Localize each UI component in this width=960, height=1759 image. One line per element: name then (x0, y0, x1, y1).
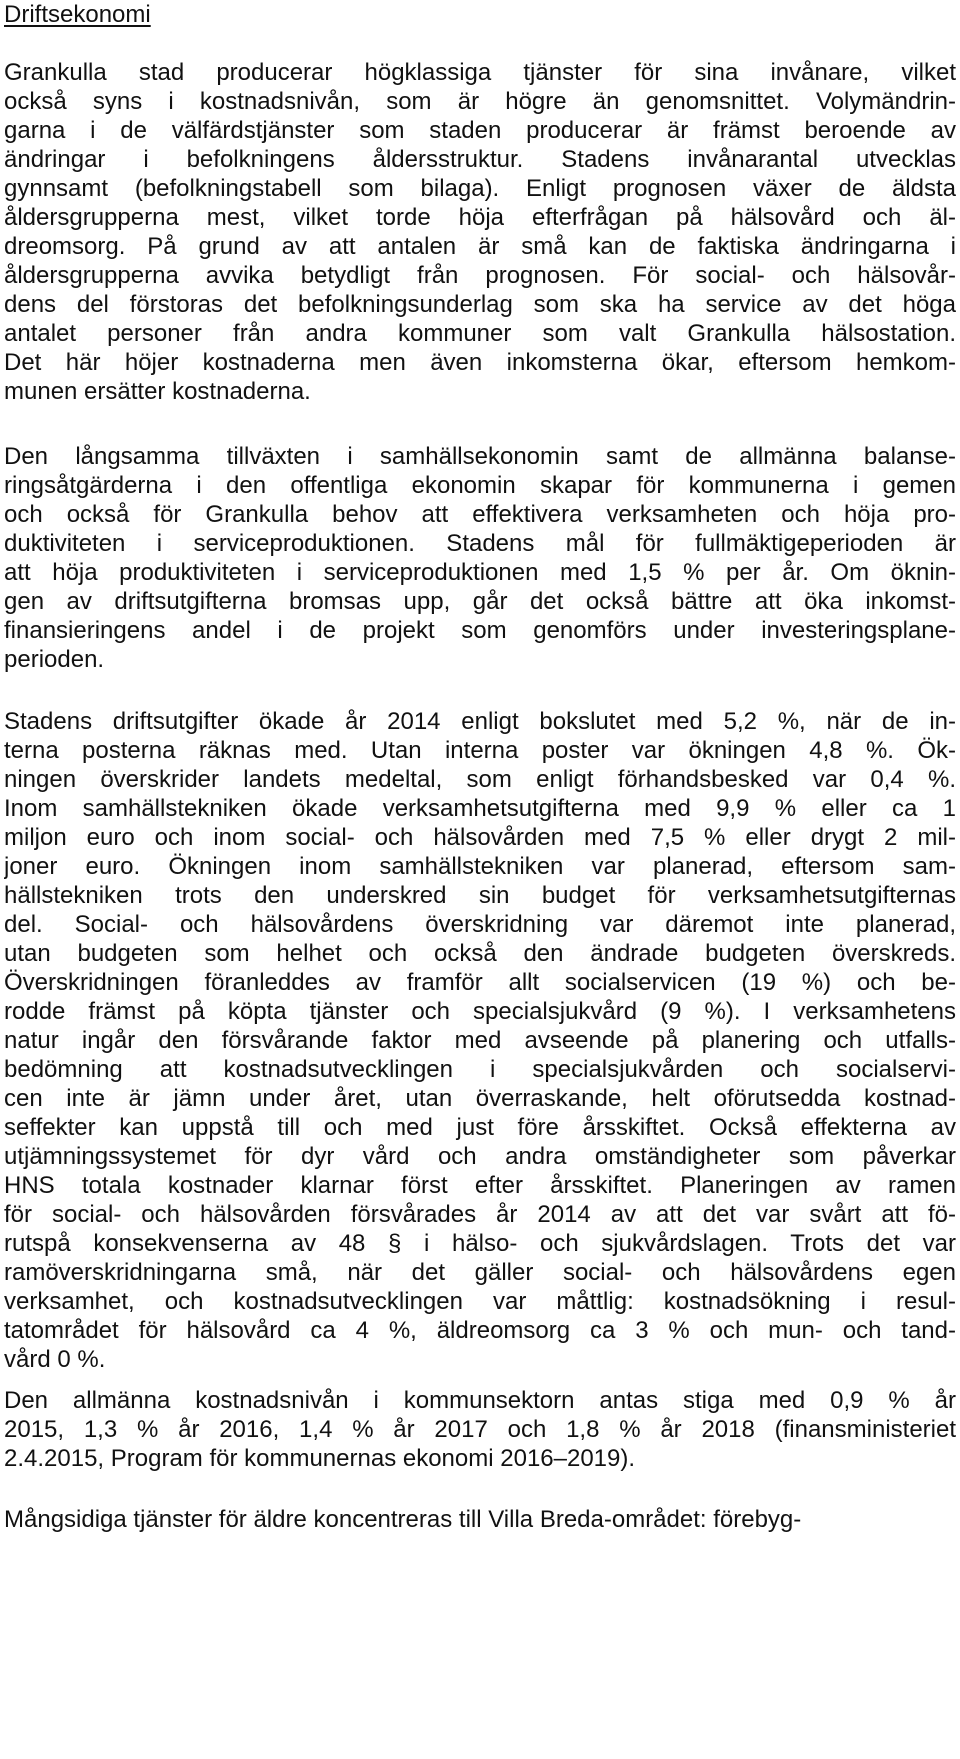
text-line: Stadens driftsutgifter ökade år 2014 enligt bokslutet med 5,2 %, när de in- (4, 708, 956, 735)
text-line: också syns i kostnadsnivån, som är högre än genomsnittet. Volymändrin- (4, 88, 956, 115)
text-line: 2.4.2015, Program för kommunernas ekonomi 2016–2019). (4, 1445, 636, 1472)
text-line: hällstekniken trots den underskred sin budget för verksamhetsutgifternas (4, 882, 956, 909)
text-line: Den allmänna kostnadsnivån i kommunsektorn antas stiga med 0,9 % år (4, 1387, 956, 1414)
text-line: åldersgrupperna mest, vilket torde höja efterfrågan på hälsovård och äl- (4, 204, 956, 231)
text-line: rutspå konsekvenserna av 48 § i hälso- och sjukvårdslagen. Trots det var (4, 1230, 956, 1257)
text-line: ringsåtgärderna i den offentliga ekonomin skapar för kommunerna i gemen (4, 472, 956, 499)
text-line: för social- och hälsovården försvårades år 2014 av att det var svårt att fö- (4, 1201, 956, 1228)
text-line: duktiviteten i serviceproduktionen. Stadens mål för fullmäktigeperioden är (4, 530, 956, 557)
text-line: vård 0 %. (4, 1346, 106, 1373)
text-line: Inom samhällstekniken ökade verksamhetsutgifterna med 9,9 % eller ca 1 (4, 795, 956, 822)
text-line: seffekter kan uppstå till och med just före årsskiftet. Också effekterna av (4, 1114, 956, 1141)
text-line: Grankulla stad producerar högklassiga tjänster för sina invånare, vilket (4, 59, 956, 86)
text-line: dreomsorg. På grund av att antalen är små kan de faktiska ändringarna i (4, 233, 956, 260)
text-line: Mångsidiga tjänster för äldre koncentreras till Villa Breda-området: förebyg- (4, 1506, 802, 1533)
text-line: Den långsamma tillväxten i samhällsekonomin samt de allmänna balanse- (4, 443, 956, 470)
text-line: utjämningssystemet för dyr vård och andra omständigheter som påverkar (4, 1143, 956, 1170)
text-line: del. Social- och hälsovårdens överskridning var däremot inte planerad, (4, 911, 956, 938)
text-line: åldersgrupperna avvika betydligt från prognosen. För social- och hälsovår- (4, 262, 956, 289)
text-line: ningen överskrider landets medeltal, som enligt förhandsbesked var 0,4 %. (4, 766, 956, 793)
text-line: ändringar i befolkningens åldersstruktur. Stadens invånarantal utvecklas (4, 146, 956, 173)
text-line: bedömning att kostnadsutvecklingen i specialsjukvården och socialservi- (4, 1056, 956, 1083)
text-line: dens del förstoras det befolkningsunderlag som ska ha service av det höga (4, 291, 956, 318)
text-line: miljon euro och inom social- och hälsovården med 7,5 % eller drygt 2 mil- (4, 824, 956, 851)
text-line: Överskridningen föranleddes av framför allt socialservicen (19 %) och be- (4, 969, 956, 996)
text-line: rodde främst på köpta tjänster och specialsjukvård (9 %). I verksamhetens (4, 998, 956, 1025)
paragraph-productivity (4, 442, 956, 674)
text-line: antalet personer från andra kommuner som valt Grankulla hälsostation. (4, 320, 956, 347)
paragraph-cost-level (4, 1386, 956, 1473)
section-heading: Driftsekonomi (4, 1, 151, 28)
text-line: Det här höjer kostnaderna men även inkomsterna ökar, eftersom hemkom- (4, 349, 956, 376)
paragraph-elderly-services (4, 1505, 956, 1534)
text-line: ramöverskridningarna små, när det gäller social- och hälsovårdens egen (4, 1259, 956, 1286)
text-line: att höja produktiviteten i serviceproduktionen med 1,5 % per år. Om öknin- (4, 559, 956, 586)
document-page (4, 0, 956, 1759)
text-line: och också för Grankulla behov att effektivera verksamheten och höja pro- (4, 501, 956, 528)
text-line: gen av driftsutgifterna bromsas upp, går det också bättre att öka inkomst- (4, 588, 956, 615)
text-line: verksamhet, och kostnadsutvecklingen var måttlig: kostnadsökning i resul- (4, 1288, 956, 1315)
text-line: HNS totala kostnader klarnar först efter årsskiftet. Planeringen av ramen (4, 1172, 956, 1199)
text-line: munen ersätter kostnaderna. (4, 378, 311, 405)
text-line: cen inte är jämn under året, utan överraskande, helt oförutsedda kostnad- (4, 1085, 956, 1112)
text-line: finansieringens andel i de projekt som genomförs under investeringsplane- (4, 617, 956, 644)
paragraph-operating-costs (4, 707, 956, 1374)
text-line: gynnsamt (befolkningstabell som bilaga). Enligt prognosen växer de äldsta (4, 175, 956, 202)
text-line: tatområdet för hälsovård ca 4 %, äldreomsorg ca 3 % och mun- och tand- (4, 1317, 956, 1344)
text-line: 2015, 1,3 % år 2016, 1,4 % år 2017 och 1,8 % år 2018 (finansministeriet (4, 1416, 956, 1443)
text-line: perioden. (4, 646, 105, 673)
paragraph-population (4, 58, 956, 406)
text-line: joner euro. Ökningen inom samhällstekniken var planerad, eftersom sam- (4, 853, 956, 880)
text-line: garna i de välfärdstjänster som staden producerar är främst beroende av (4, 117, 956, 144)
text-line: utan budgeten som helhet och också den ändrade budgeten överskreds. (4, 940, 956, 967)
text-line: terna posterna räknas med. Utan interna poster var ökningen 4,8 %. Ök- (4, 737, 956, 764)
text-line: natur ingår den försvårande faktor med avseende på planering och utfalls- (4, 1027, 956, 1054)
